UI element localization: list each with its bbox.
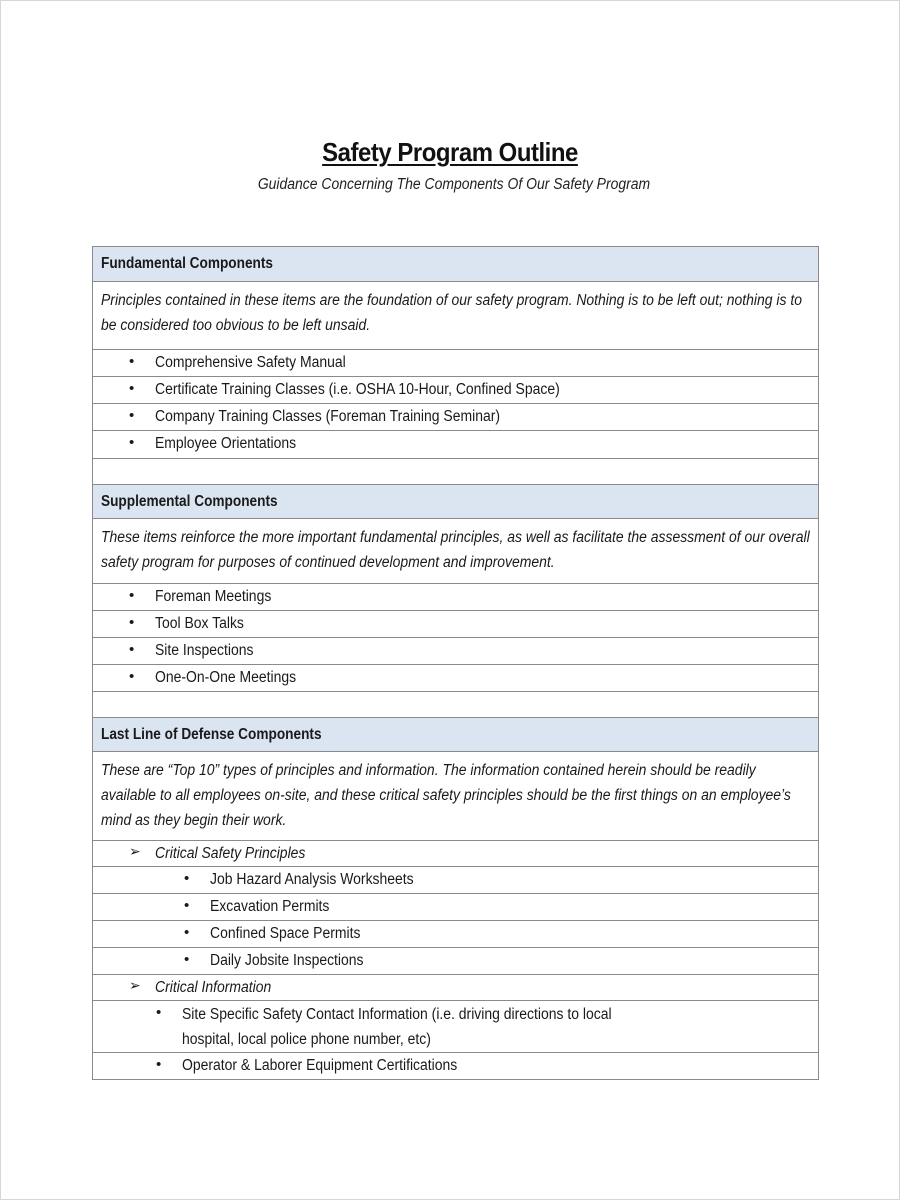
spacer-row — [93, 692, 818, 718]
bullet-icon: • — [129, 587, 135, 604]
bullet-icon: • — [129, 641, 135, 658]
bullet-icon: • — [129, 380, 135, 397]
outline-table — [92, 246, 819, 1080]
list-item: • Tool Box Talks — [93, 611, 818, 638]
section-header-last-line-of-defense — [93, 718, 818, 752]
list-item: • Foreman Meetings — [93, 584, 818, 611]
list-item: • Comprehensive Safety Manual — [93, 350, 818, 377]
list-item: • Operator & Laborer Equipment Certifications — [93, 1053, 818, 1080]
section-header-fundamental — [93, 247, 818, 282]
bullet-icon: • — [156, 1004, 162, 1021]
bullet-icon: • — [129, 434, 135, 451]
list-item: • Excavation Permits — [93, 894, 818, 921]
section-description: These are “Top 10” types of principles and information. The information contained herein should be readily available to all employees on-site, and these critical safety principles should be the first things on an employee’s mind as they begin their work. — [93, 752, 818, 841]
section-description: These items reinforce the more important fundamental principles, as well as facilitate the assessment of our overall safety program for purposes of continued development and improvement. — [93, 519, 818, 584]
bullet-icon: • — [184, 870, 190, 887]
group-label: ➢ Critical Safety Principles — [93, 841, 818, 867]
page-title: Safety Program Outline — [322, 137, 578, 167]
bullet-icon: • — [184, 951, 190, 968]
arrow-bullet-icon: ➢ — [129, 843, 141, 859]
list-item: • Job Hazard Analysis Worksheets — [93, 867, 818, 894]
list-item: • Employee Orientations — [93, 431, 818, 459]
list-item: • Daily Jobsite Inspections — [93, 948, 818, 975]
section-heading: Supplemental Components — [101, 493, 278, 510]
bullet-icon: • — [129, 614, 135, 631]
list-item: • Site Inspections — [93, 638, 818, 665]
list-item: • One-On-One Meetings — [93, 665, 818, 692]
bullet-icon: • — [129, 353, 135, 370]
list-item: • Certificate Training Classes (i.e. OSHA 10-Hour, Confined Space) — [93, 377, 818, 404]
bullet-icon: • — [184, 924, 190, 941]
bullet-icon: • — [184, 897, 190, 914]
spacer-row — [93, 459, 818, 485]
bullet-icon: • — [129, 668, 135, 685]
section-description: Principles contained in these items are the foundation of our safety program. Nothing is to be left out; nothing is to be considered too obvious to be left unsaid. — [93, 282, 818, 350]
list-item: • Company Training Classes (Foreman Training Seminar) — [93, 404, 818, 431]
bullet-icon: • — [156, 1056, 162, 1073]
list-item: • Confined Space Permits — [93, 921, 818, 948]
section-heading: Last Line of Defense Components — [101, 726, 322, 743]
section-heading: Fundamental Components — [101, 255, 274, 272]
section-header-supplemental — [93, 485, 818, 519]
arrow-bullet-icon: ➢ — [129, 977, 141, 993]
list-item: • Site Specific Safety Contact Information (i.e. driving directions to local hospital, local police phone number, etc) — [93, 1001, 818, 1053]
page-subtitle: Guidance Concerning The Components Of Our Safety Program — [257, 176, 651, 193]
group-label: ➢ Critical Information — [93, 975, 818, 1001]
bullet-icon: • — [129, 407, 135, 424]
